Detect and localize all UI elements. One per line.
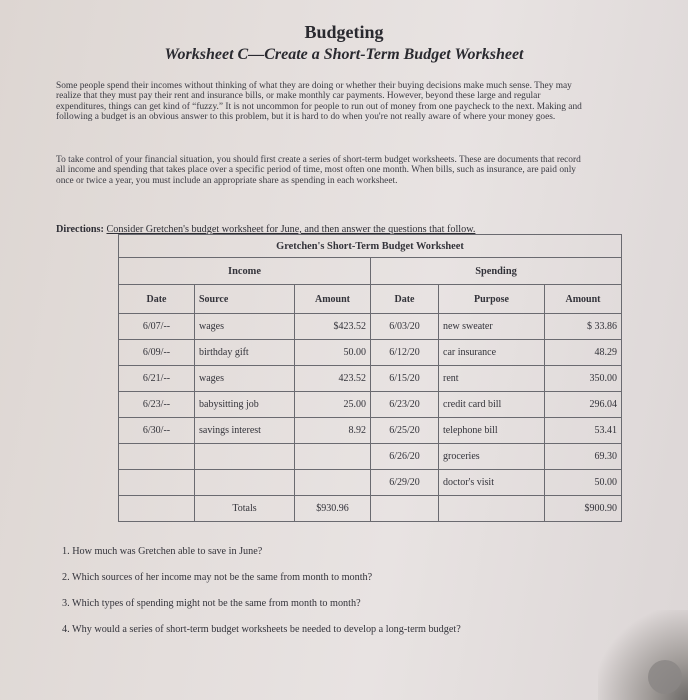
col-source: Source xyxy=(195,285,295,314)
income-date: 6/30/-- xyxy=(119,418,195,444)
budget-table xyxy=(118,234,622,522)
income-header: Income xyxy=(119,258,371,285)
spending-date: 6/03/20 xyxy=(371,314,439,340)
totals-blank xyxy=(119,496,195,522)
table-row xyxy=(119,314,622,340)
col-date: Date xyxy=(119,285,195,314)
spending-total: $900.90 xyxy=(545,496,622,522)
income-total: $930.96 xyxy=(295,496,371,522)
income-amount: $423.52 xyxy=(295,314,371,340)
spending-date: 6/15/20 xyxy=(371,366,439,392)
table-caption: Gretchen's Short-Term Budget Worksheet xyxy=(119,235,622,258)
income-amount xyxy=(295,470,371,496)
spending-amount: 350.00 xyxy=(545,366,622,392)
question-list xyxy=(62,546,461,650)
question-2: 2. Which sources of her income may not be the same from month to month? xyxy=(62,572,373,583)
table-row xyxy=(119,392,622,418)
spending-amount: 69.30 xyxy=(545,444,622,470)
income-date: 6/09/-- xyxy=(119,340,195,366)
spending-purpose: credit card bill xyxy=(439,392,545,418)
question-3: 3. Which types of spending might not be the same from month to month? xyxy=(62,598,361,609)
directions-text: Consider Gretchen's budget worksheet for June, and then answer the questions that follow. xyxy=(106,224,476,235)
totals-row xyxy=(119,496,622,522)
directions-label: Directions: xyxy=(56,224,104,235)
income-amount: 25.00 xyxy=(295,392,371,418)
income-date xyxy=(119,444,195,470)
income-date: 6/07/-- xyxy=(119,314,195,340)
income-source xyxy=(195,470,295,496)
question-1: 1. How much was Gretchen able to save in June? xyxy=(62,546,263,557)
totals-blank xyxy=(371,496,439,522)
spending-amount: 48.29 xyxy=(545,340,622,366)
income-date: 6/21/-- xyxy=(119,366,195,392)
spending-purpose: car insurance xyxy=(439,340,545,366)
spending-amount: 50.00 xyxy=(545,470,622,496)
question-4: 4. Why would a series of short-term budget worksheets be needed to develop a long-term budget? xyxy=(62,624,461,635)
spending-date: 6/23/20 xyxy=(371,392,439,418)
income-source: wages xyxy=(195,314,295,340)
spending-date: 6/25/20 xyxy=(371,418,439,444)
spending-amount: 53.41 xyxy=(545,418,622,444)
col-spending-amount: Amount xyxy=(545,285,622,314)
corner-button[interactable] xyxy=(648,660,682,694)
col-purpose: Purpose xyxy=(439,285,545,314)
totals-label: Totals xyxy=(195,496,295,522)
income-source: savings interest xyxy=(195,418,295,444)
page-subtitle: Worksheet C—Create a Short-Term Budget Worksheet xyxy=(164,46,524,63)
income-source: wages xyxy=(195,366,295,392)
spending-purpose: rent xyxy=(439,366,545,392)
spending-date: 6/12/20 xyxy=(371,340,439,366)
intro-paragraph-2: To take control of your financial situation, you should first create a series of short-term budget worksheets. These are documents that record all income and spending that takes place over a specific period of time, most often one month. When bills, such as insurance, are paid only once or twice a year, you must include an appropriate share as spending in each worksheet. xyxy=(56,155,581,186)
table-row xyxy=(119,340,622,366)
income-date: 6/23/-- xyxy=(119,392,195,418)
spending-purpose: telephone bill xyxy=(439,418,545,444)
table-row xyxy=(119,444,622,470)
income-amount xyxy=(295,444,371,470)
table-row xyxy=(119,366,622,392)
col-spending-date: Date xyxy=(371,285,439,314)
col-amount: Amount xyxy=(295,285,371,314)
table-row xyxy=(119,470,622,496)
page-title: Budgeting xyxy=(304,22,384,42)
spending-date: 6/26/20 xyxy=(371,444,439,470)
spending-amount: $ 33.86 xyxy=(545,314,622,340)
spending-header: Spending xyxy=(371,258,622,285)
spending-date: 6/29/20 xyxy=(371,470,439,496)
income-date xyxy=(119,470,195,496)
income-source: babysitting job xyxy=(195,392,295,418)
spending-purpose: doctor's visit xyxy=(439,470,545,496)
spending-purpose: groceries xyxy=(439,444,545,470)
income-amount: 423.52 xyxy=(295,366,371,392)
spending-purpose: new sweater xyxy=(439,314,545,340)
income-source: birthday gift xyxy=(195,340,295,366)
income-amount: 50.00 xyxy=(295,340,371,366)
intro-paragraph-1: Some people spend their incomes without thinking of what they are doing or whether their buying decisions make much sense. They may realize that they must pay their rent and insurance bills, or make monthly car payments. However, beyond these large and regular expenditures, things can get kind of “fuzzy.” It is not uncommon for people to run out of money from one paycheck to the next. Making and following a budget is an obvious answer to this problem, but it is hard to do when you're not really aware of where your money goes. xyxy=(56,81,582,123)
income-amount: 8.92 xyxy=(295,418,371,444)
income-source xyxy=(195,444,295,470)
totals-blank xyxy=(439,496,545,522)
spending-amount: 296.04 xyxy=(545,392,622,418)
table-row xyxy=(119,418,622,444)
